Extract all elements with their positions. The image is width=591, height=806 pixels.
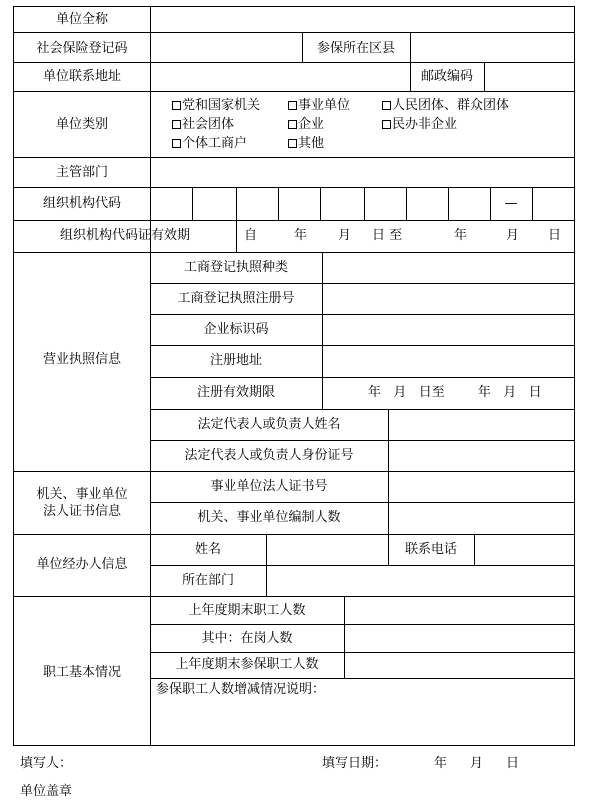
row-divider [150,345,574,346]
category-option[interactable]: 党和国家机关 [172,98,260,114]
public-institution-cert-label: 机关、事业单位 法人证书信息 [36,487,128,519]
col-divider [484,62,485,91]
checkbox-icon[interactable] [382,120,391,129]
staff-basic-label: 职工基本情况 [42,665,121,680]
col-divider [236,187,237,220]
row-divider [150,502,574,503]
col-divider [150,7,151,252]
license-reg-no-label: 工商登记执照注册号 [177,291,295,306]
col-divider [448,187,449,220]
footer-year: 年 [434,756,448,771]
col-divider [364,187,365,220]
col-divider [406,187,407,220]
postal-code-label: 邮政编码 [420,69,473,84]
checkbox-icon[interactable] [172,139,181,148]
category-option[interactable]: 人民团体、群众团体 [382,98,509,114]
row-divider [14,91,574,92]
unit-category-label: 单位类别 [55,117,108,132]
agent-name-label: 姓名 [194,542,221,557]
license-type-label: 工商登记执照种类 [183,260,288,275]
prev-year-insured-label: 上年度期末参保职工人数 [175,657,319,672]
row-divider [14,534,574,535]
org-code-validity-label: 组织机构代码证有效期 [59,228,190,243]
unit-seal-label: 单位盖章 [20,784,73,799]
agent-info-label: 单位经办人信息 [36,557,128,572]
agent-department-label: 所在部门 [181,573,234,588]
checkbox-icon[interactable] [288,120,297,129]
validity-year-2: 年 [454,228,468,243]
org-code-dash: — [504,196,518,211]
row-divider [14,32,574,33]
row-divider [150,440,574,441]
col-divider [474,534,475,565]
footer-month: 月 [470,756,484,771]
col-divider [532,187,533,220]
category-option[interactable]: 事业单位 [288,98,350,114]
row-divider [150,409,574,410]
row-divider [150,624,574,625]
checkbox-icon[interactable] [288,101,297,110]
enterprise-id-label: 企业标识码 [203,322,269,337]
row-divider [150,652,574,653]
prev-year-staff-label: 上年度期末职工人数 [188,603,306,618]
validity-from: 自 [244,228,258,243]
on-post-label: 其中：在岗人数 [201,631,293,646]
reg-validity-label: 注册有效期限 [196,385,275,400]
org-code-label: 组织机构代码 [42,196,121,211]
checkbox-icon[interactable] [172,120,181,129]
category-option[interactable]: 社会团体 [172,117,234,133]
legal-rep-name-label: 法定代表人或负责人姓名 [197,417,341,432]
col-divider [322,252,323,409]
public-institution-cert-no-label: 事业单位法人证书号 [210,479,328,494]
change-note-label: 参保职工人数增减情况说明： [156,682,326,697]
row-divider [150,314,574,315]
row-divider [150,678,574,679]
row-divider [150,565,574,566]
business-license-info-label: 营业执照信息 [42,352,121,367]
category-option[interactable]: 其他 [288,136,324,152]
fill-date-label: 填写日期： [322,756,388,771]
col-divider [410,32,411,62]
category-option[interactable]: 企业 [288,117,324,133]
row-divider [14,252,574,253]
unit-full-name-label: 单位全称 [55,12,108,27]
legal-rep-id-label: 法定代表人或负责人身份证号 [184,448,354,463]
row-divider [150,283,574,284]
contact-phone-label: 联系电话 [404,542,457,557]
checkbox-icon[interactable] [288,139,297,148]
validity-year: 年 [294,228,308,243]
category-option[interactable]: 个体工商户 [172,136,247,152]
category-option[interactable]: 民办非企业 [382,117,457,133]
row-divider [14,596,574,597]
row-divider [14,62,574,63]
insured-district-label: 参保所在区县 [316,41,395,56]
col-divider [344,596,345,678]
col-divider [192,187,193,220]
col-divider [266,534,267,596]
row-divider [150,377,574,378]
col-divider [320,187,321,220]
registration-form [13,6,575,746]
supervising-department-label: 主管部门 [55,165,108,180]
staffing-count-label: 机关、事业单位编制人数 [197,510,341,525]
col-divider [236,220,237,252]
row-divider [14,220,574,221]
validity-month: 月 [338,228,352,243]
validity-month-2: 月 [506,228,520,243]
validity-day-to: 日 至 [372,228,403,243]
reg-validity-value: 年 月 日至 年 月 日 [368,385,542,400]
checkbox-icon[interactable] [172,101,181,110]
row-divider [14,157,574,158]
filler-label: 填写人： [20,756,73,771]
footer-day: 日 [506,756,520,771]
unit-address-label: 单位联系地址 [42,69,121,84]
col-divider [388,409,389,534]
col-divider [278,187,279,220]
validity-day-2: 日 [548,228,562,243]
row-divider [14,471,574,472]
checkbox-icon[interactable] [382,101,391,110]
social-insurance-code-label: 社会保险登记码 [36,41,128,56]
reg-address-label: 注册地址 [209,353,262,368]
